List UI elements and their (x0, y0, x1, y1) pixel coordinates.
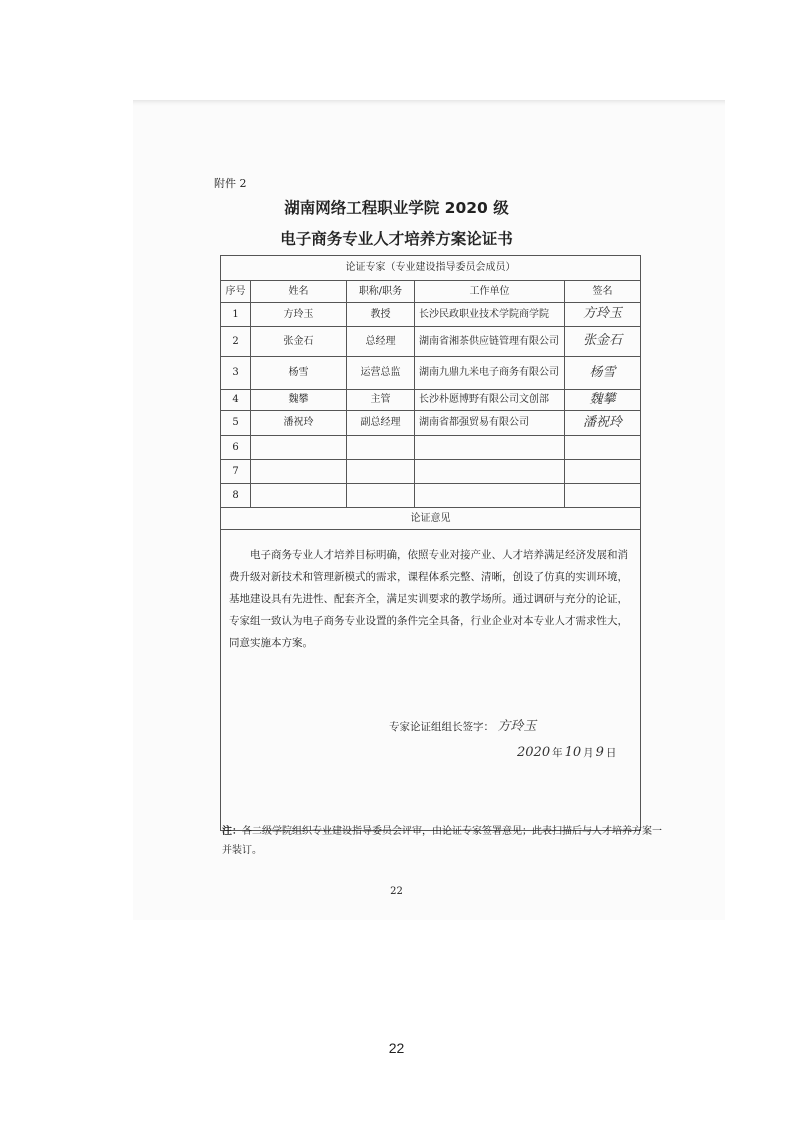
row-unit: 湖南九鼎九米电子商务有限公司 (415, 357, 565, 390)
row-no: 3 (221, 357, 251, 390)
row-name: 魏攀 (251, 390, 347, 411)
row-name: 张金石 (251, 327, 347, 357)
row-unit: 长沙民政职业技术学院商学院 (415, 303, 565, 327)
row-title: 副总经理 (347, 411, 415, 436)
table-row (221, 411, 641, 436)
footnote-label: 注： (222, 826, 242, 837)
row-no: 6 (221, 436, 251, 460)
date-year-unit: 年 (552, 747, 563, 759)
row-unit (415, 484, 565, 508)
date-month-unit: 月 (583, 747, 594, 759)
row-title: 教授 (347, 303, 415, 327)
row-signature (565, 436, 641, 460)
row-signature: 张金石 (565, 327, 641, 357)
row-title: 总经理 (347, 327, 415, 357)
leader-signature: 方玲玉 (497, 719, 537, 734)
row-title (347, 436, 415, 460)
date-day: 9 (595, 745, 604, 760)
row-no: 4 (221, 390, 251, 411)
document-title-line1: 湖南网络工程职业学院 2020 级 (284, 199, 509, 217)
date-day-unit: 日 (605, 747, 617, 759)
footnote-text: 各二级学院组织专业建设指导委员会评审，由论证专家签署意见；此表扫描后与人才培养方案一并装订。 (222, 826, 662, 856)
row-title (347, 484, 415, 508)
opinion-section-header: 论证意见 (221, 508, 641, 530)
row-title (347, 460, 415, 484)
row-signature: 潘祝玲 (565, 411, 641, 436)
opinion-text: 电子商务专业人才培养目标明确，依照专业对接产业、人才培养满足经济发展和消费升级对新技术和管理新模式的需求，课程体系完整、清晰，创设了仿真的实训环境，基地建设具有先进性、配套齐全，满足实训要求的教学场所。通过调研与充分的论证，专家组一致认为电子商务专业设置的条件完全具备，行业企业对本专业人才需求性大，同意实施本方案。 (229, 549, 628, 649)
row-name (251, 436, 347, 460)
row-signature (565, 460, 641, 484)
table-row (221, 460, 641, 484)
row-name: 潘祝玲 (251, 411, 347, 436)
footnote (222, 822, 662, 860)
row-no: 1 (221, 303, 251, 327)
row-signature: 魏攀 (565, 390, 641, 411)
leader-signature-line (389, 720, 536, 735)
table-row (221, 357, 641, 390)
leader-signature-label: 专家论证组组长签字： (389, 721, 494, 733)
table-row (221, 390, 641, 411)
row-title: 运营总监 (347, 357, 415, 390)
row-no: 8 (221, 484, 251, 508)
certification-form (220, 255, 641, 831)
row-signature: 方玲玉 (565, 303, 641, 327)
row-unit: 长沙朴愿博野有限公司文创部 (415, 390, 565, 411)
table-header-row (221, 281, 641, 303)
row-no: 7 (221, 460, 251, 484)
document-title-line2: 电子商务专业人才培养方案论证书 (280, 230, 513, 248)
experts-section-header: 论证专家（专业建设指导委员会成员） (221, 256, 641, 281)
column-header-unit: 工作单位 (415, 281, 565, 303)
annex-label: 附件 2 (214, 177, 247, 190)
column-header-title: 职称/职务 (347, 281, 415, 303)
row-no: 2 (221, 327, 251, 357)
table-row (221, 436, 641, 460)
table-row (221, 303, 641, 327)
row-unit (415, 436, 565, 460)
row-title: 主管 (347, 390, 415, 411)
page-number: 22 (388, 1040, 405, 1056)
column-header-no: 序号 (221, 281, 251, 303)
opinion-area (221, 530, 641, 831)
scanned-page-number: 22 (390, 886, 403, 897)
row-no: 5 (221, 411, 251, 436)
table-row (221, 484, 641, 508)
column-header-name: 姓名 (251, 281, 347, 303)
row-unit: 湖南省湘茶供应链管理有限公司 (415, 327, 565, 357)
signature-date (517, 746, 616, 761)
row-name: 方玲玉 (251, 303, 347, 327)
date-month: 10 (564, 745, 582, 760)
row-signature: 杨雪 (565, 357, 641, 390)
table-row (221, 327, 641, 357)
date-year: 2020 (517, 745, 551, 760)
row-name (251, 460, 347, 484)
row-unit: 湖南省都强贸易有限公司 (415, 411, 565, 436)
row-signature (565, 484, 641, 508)
row-unit (415, 460, 565, 484)
column-header-signature: 签名 (565, 281, 641, 303)
row-name (251, 484, 347, 508)
row-name: 杨雪 (251, 357, 347, 390)
